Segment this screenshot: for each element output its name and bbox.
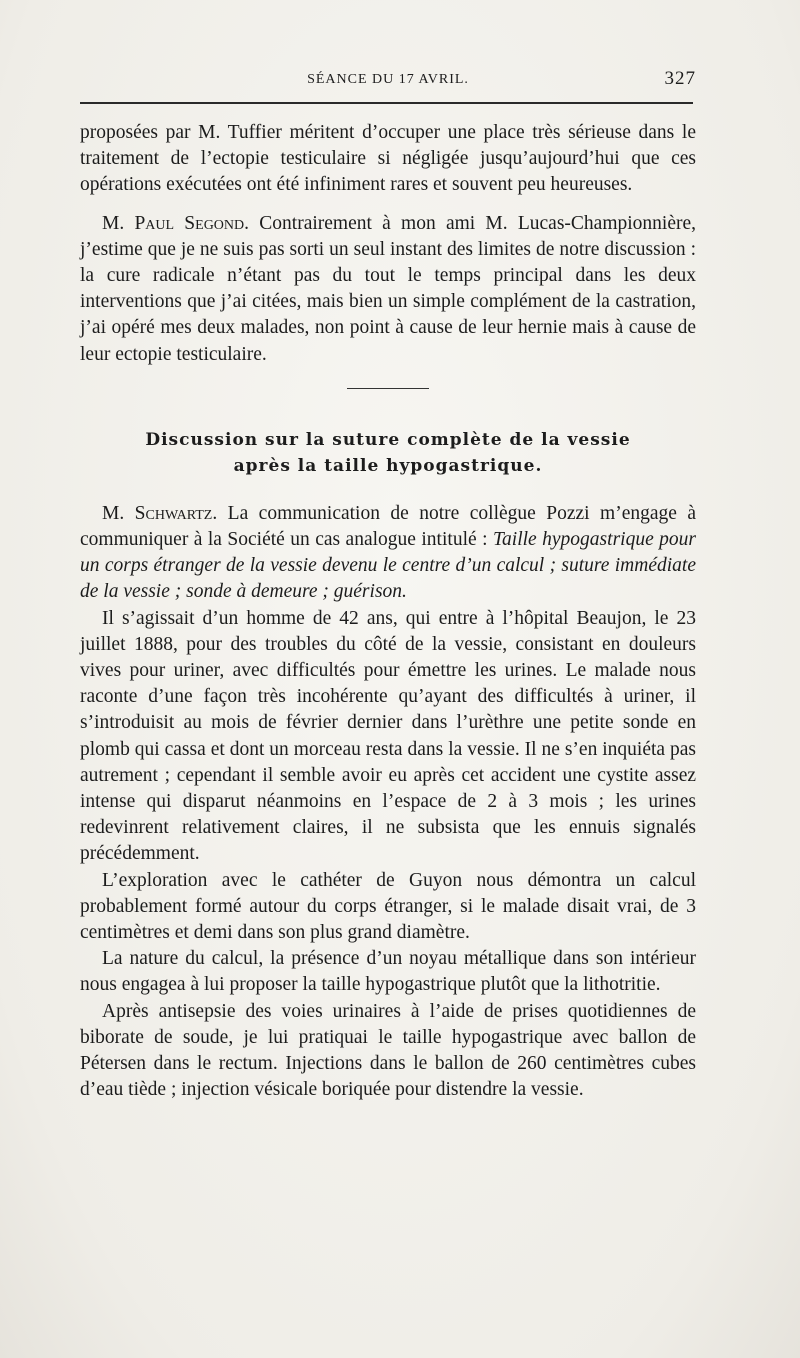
- paragraph-calculus-nature: La nature du calcul, la présence d’un noyau métallique dans son intérieur nous engagea à lui proposer la taille hypogastrique plutôt que la lithotritie.: [80, 948, 696, 996]
- segond-paragraph: [80, 211, 696, 368]
- paragraph-exploration: L’exploration avec le cathéter de Guyon nous démontra un calcul probablement formé autour du corps étranger, si le malade disait vrai, de 3 centimètres et demi dans son plus grand diamètre.: [80, 869, 696, 944]
- speaker-segond: M. Paul Segond.: [102, 212, 250, 234]
- body-text: [80, 120, 696, 1104]
- case-title: Taille hypogastrique pour un corps étranger de la vessie devenu le centre d’un calcul ; suture immédiate de la vessie ; sonde à demeure ; guérison.: [80, 529, 697, 603]
- running-header: [80, 68, 696, 96]
- header-rule: [80, 102, 693, 104]
- segond-text: Contrairement à mon ami M. Lucas-Championnière, j’estime que je ne suis pas sorti un seul instant des limites de notre discussion : la cure radicale n’étant pas du tout le temps principal dans les deux interventions que j’ai citées, mais bien un simple complément de la castration, j’ai opéré mes deux malades, non point à cause de leur hernie mais à cause de leur ectopie testiculaire.: [80, 212, 697, 365]
- section-separator: [347, 388, 429, 389]
- continuation-paragraph: proposées par M. Tuffier méritent d’occuper une place très sérieuse dans le traitement de l’ectopie testiculaire si négligée jusqu’aujourd’hui que ces opérations exécutées ont été infiniment rares et souvent peu heureuses.: [80, 122, 696, 196]
- schwartz-paragraph: [80, 501, 696, 606]
- page-number: 327: [664, 68, 696, 89]
- section-heading-line2: après la taille hypogastrique.: [233, 455, 543, 476]
- section-heading-line1: Discussion sur la suture complète de la vessie: [145, 429, 631, 450]
- paragraph-operation: Après antisepsie des voies urinaires à l’aide de prises quotidiennes de biborate de soude, je lui pratiquai le taille hypogastrique avec ballon de Pétersen dans le rectum. Injections dans le ballon de 260 centimètres cubes d’eau tiède ; injection vésicale boriquée pour distendre la vessie.: [80, 1000, 696, 1101]
- running-title: SÉANCE DU 17 AVRIL.: [307, 72, 469, 87]
- schwartz-intro: La communication de notre collègue Pozzi m’engage à communiquer à la Société un cas analogue intitulé :: [80, 502, 697, 551]
- speaker-schwartz: M. Schwartz.: [102, 502, 218, 524]
- paragraph-case-history: Il s’agissait d’un homme de 42 ans, qui entre à l’hôpital Beaujon, le 23 juillet 1888, pour des troubles du côté de la vessie, consistant en douleurs vives pour uriner, avec difficultés pour émettre les urines. Le malade nous raconte d’une façon très incohérente qu’ayant des difficultés à uriner, il s’introduisit au mois de février dernier dans l’urèthre une petite sonde en plomb qui cassa et dont un morceau resta dans la vessie. Il ne s’en inquiéta pas autrement ; cependant il semble avoir eu après cet accident une cystite assez intense qui disparut néanmoins en l’espace de 2 à 3 mois ; les urines redevinrent relativement claires, il ne subsista que les ennuis signalés précédemment.: [80, 607, 696, 865]
- section-heading: [80, 427, 696, 479]
